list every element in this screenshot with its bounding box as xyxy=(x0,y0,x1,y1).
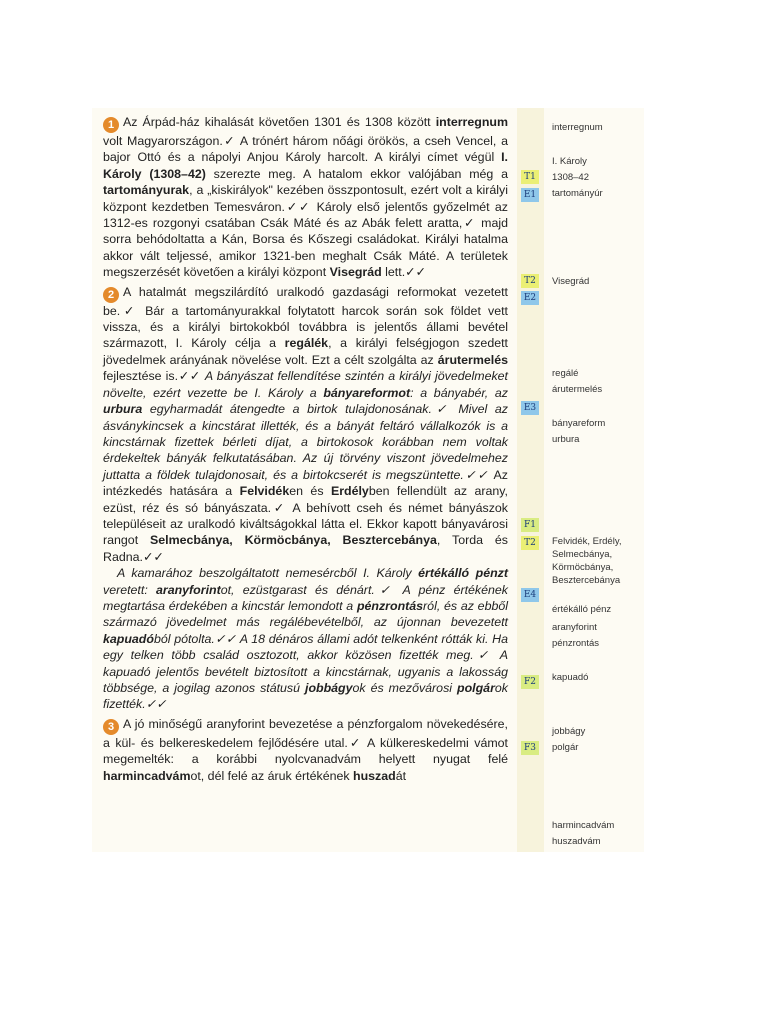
text-run: A kamarához beszolgáltatott nemesércből I. Károly xyxy=(117,566,419,581)
margin-note: árutermelés xyxy=(552,384,603,395)
curriculum-code-badge: E2 xyxy=(521,291,539,305)
paragraph-4 xyxy=(103,716,508,784)
text-run: A hatalmát megszilárdító uralkodó gazdasági reformokat vezetett be.✓ Bár a tartományurakkal folytatott harcok során sok földet vett vissza, és a királyi birtokokból továbbra is jelentős állami bevétel származott, I. Károly célja a xyxy=(103,284,508,351)
text-run: fejlesztése is.✓✓ xyxy=(103,369,205,384)
paragraph-number-badge: 3 xyxy=(103,719,119,735)
keyword: Erdély xyxy=(330,484,369,499)
text-run: ben fellendült az arany, ezüst, réz és só bányászata.✓ A behívott cseh és német bányászok településeit az uralkodó kiváltságokkal látta el. Ekkor kapott bányavárosi rangot xyxy=(103,484,508,548)
curriculum-code-badge: E1 xyxy=(521,188,539,202)
margin-note: polgár xyxy=(552,742,579,753)
keyword: Visegrád xyxy=(329,265,382,280)
keyword: Felvidék xyxy=(239,484,290,499)
curriculum-code-badge: T1 xyxy=(521,170,539,184)
keyword: értékálló pénzt xyxy=(418,566,508,581)
text-run: en és xyxy=(289,484,331,499)
text-run: ot, ezüstgarast és dénárt.✓ A pénz értékének megtartása érdekében a kincstár lemondott a xyxy=(103,582,508,613)
keyword: urbura xyxy=(103,402,143,417)
paragraph-number-badge: 1 xyxy=(103,117,119,133)
text-run: át xyxy=(395,768,407,783)
margin-note: Selmecbánya, xyxy=(552,549,613,560)
curriculum-code-badge: F1 xyxy=(521,518,539,532)
margin-note: Visegrád xyxy=(552,276,590,287)
text-run: egyharmadát átengedte a birtok tulajdonosának.✓ Mivel az ásványkincsek a kincstárat illették, és a bányát feltáró vállalkozók is a kincstárnak fizettek bérleti díjat, a birtokosok korábban nem voltak érdekeltek bányák felkutatásában. Az új törvény viszont jövedelmehez juttatta a földek tulajdonosait, és a birtokcserét is megszüntette.✓✓ xyxy=(103,402,508,482)
text-run: ok és mezővárosi xyxy=(352,681,458,695)
keyword: pénzrontás xyxy=(356,598,424,613)
curriculum-code-badge: T2 xyxy=(521,536,539,550)
curriculum-code-badge: E3 xyxy=(521,401,539,415)
text-run: lett.✓✓ xyxy=(381,265,426,280)
margin-note: huszadvám xyxy=(552,836,601,847)
keyword: aranyforint xyxy=(155,582,221,597)
margin-note: bányareform xyxy=(552,418,606,429)
keyword: árutermelés xyxy=(437,352,508,367)
keyword: I. Károly (1308–42) xyxy=(103,150,508,181)
text-run: A bányászat fellendítése szintén a királyi jövedelmeket növelte, ezért vezette be I. Károly a xyxy=(103,369,508,400)
margin-note: jobbágy xyxy=(552,726,586,737)
margin-note: interregnum xyxy=(552,122,603,133)
keyword: bányareformot xyxy=(323,385,411,400)
paragraph-3 xyxy=(103,565,508,713)
margin-note: 1308–42 xyxy=(552,172,589,183)
margin-note: kapuadó xyxy=(552,672,589,683)
keyword: huszad xyxy=(353,768,396,783)
margin-note: harmincadvám xyxy=(552,820,615,831)
text-run: ok fizették.✓✓ xyxy=(103,681,508,712)
text-run: , a királyi felségjogon szedett jövedelmek arányának növelése volt. Ezt a célt szolgálta az xyxy=(103,336,508,367)
curriculum-code-badge: T2 xyxy=(521,274,539,288)
text-run: Az intézkedés hatására a xyxy=(103,467,508,499)
margin-note: I. Károly xyxy=(552,156,587,167)
keyword: tartományurak xyxy=(103,183,190,198)
paragraph-1 xyxy=(103,114,508,281)
text-run: ról, és az ebből származó jövedelmet más regálébevételből, az újonnan bevezetett xyxy=(103,598,509,630)
text-run: , Torda és Radna.✓✓ xyxy=(103,533,508,564)
margin-note: aranyforint xyxy=(552,622,597,633)
keyword: Selmecbánya, Körmöcbánya, Besztercebánya xyxy=(150,533,437,548)
curriculum-code-badge: F3 xyxy=(521,741,539,755)
keyword: polgár xyxy=(457,681,495,695)
keyword: interregnum xyxy=(435,115,508,129)
paragraph-2 xyxy=(103,284,508,566)
text-run: volt Magyarországon.✓ A trónért három nőági örökös, a cseh Vencel, a bajor Ottó és a nápolyi Anjou Károly harcolt. A királyi címet végül xyxy=(103,134,508,165)
margin-note: Körmöcbánya, xyxy=(552,562,614,573)
margin-note: Felvidék, Erdély, xyxy=(552,536,622,547)
main-text-column xyxy=(103,114,508,784)
margin-note: urbura xyxy=(552,434,580,445)
margin-note: Besztercebánya xyxy=(552,575,621,586)
curriculum-code-badge: F2 xyxy=(521,675,539,689)
text-run: , a „kiskirályok" kezében összpontosult, ezért volt a királyi központ kezdetben Temesváron.✓✓ Károly első jelentős győzelmét az 1312-es rozgonyi csatában Csák Máté és az Abák felett aratta,✓ majd sorra behódoltatta a Kán, Borsa és Kőszegi családokat. Királyi hatalma akkor vált teljessé, amikor 1321-ben meghalt Csák Máté. A területek megszerzését követően a királyi központ xyxy=(103,183,508,280)
keyword: kapuadó xyxy=(103,631,154,646)
margin-note: regálé xyxy=(552,368,579,379)
keyword: harmincadvám xyxy=(103,768,191,783)
text-run: Az Árpád-ház kihalását követően 1301 és 1308 között xyxy=(123,115,436,129)
text-run: : a bányabér, az xyxy=(410,385,508,400)
text-run: veretett: xyxy=(103,582,156,597)
margin-note: értékálló pénz xyxy=(552,604,612,615)
text-run: ot, dél felé az áruk értékének xyxy=(190,768,354,783)
paragraph-number-badge: 2 xyxy=(103,287,119,303)
margin-note: tartományúr xyxy=(552,188,603,199)
text-run: szerezte meg. A hatalom ekkor valójában még a xyxy=(205,166,508,181)
text-run: ból pótolta.✓✓ A 18 dénáros állami adót telkenként rótták ki. Ha egy telken több család osztozott, akkor közösen fizették meg.✓ A kapuadó jelentős bevételt biztosított a kincstárnak, ugyanis a lakosság többsége, a jogilag azonos státusú xyxy=(103,631,508,695)
keyword: regálék xyxy=(284,336,329,351)
margin-note: pénzrontás xyxy=(552,638,600,649)
text-run: A jó minőségű aranyforint bevezetése a pénzforgalom növekedésére, a kül- és belkereskedelem fejlődésére utal.✓ A külkereskedelmi vámot megemelték: a korábbi nyolcvanadvám helyett nyugat felé xyxy=(103,716,508,767)
keyword: jobbágy xyxy=(305,681,353,695)
curriculum-code-badge: E4 xyxy=(521,588,539,602)
